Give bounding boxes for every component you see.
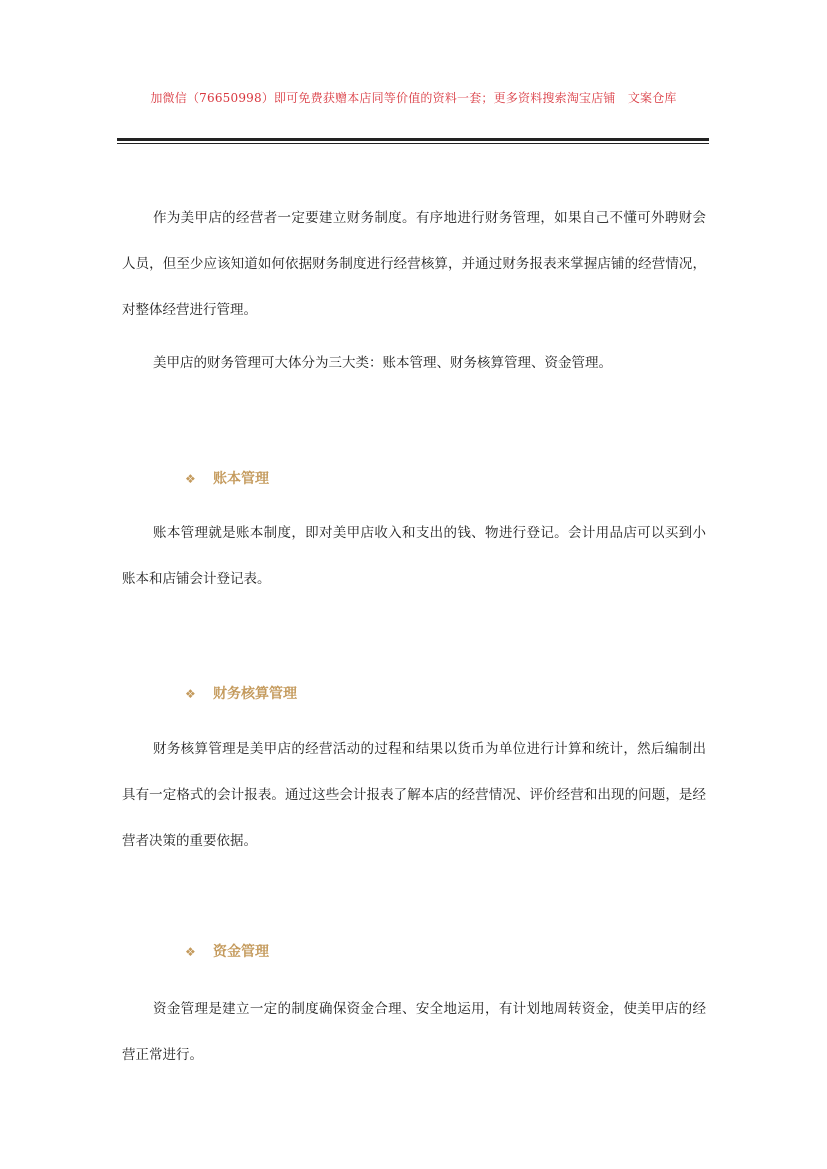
section-title: 资金管理	[213, 944, 269, 960]
intro-paragraph-1: 作为美甲店的经营者一定要建立财务制度。有序地进行财务管理，如果自己不懂可外聘财会人员，但至少应该知道如何依据财务制度进行经营核算，并通过财务报表来掌握店铺的经营情况，对整体经营进行管理。	[122, 210, 706, 318]
section-body-funds: 资金管理是建立一定的制度确保资金合理、安全地运用，有计划地周转资金，使美甲店的经营正常进行。	[122, 1001, 706, 1063]
section-heading-funds	[185, 941, 269, 961]
diamond-bullet-icon: ❖	[185, 945, 196, 959]
section-body-ledger: 账本管理就是账本制度，即对美甲店收入和支出的钱、物进行登记。会计用品店可以买到小账本和店铺会计登记表。	[122, 525, 706, 587]
header-promo-note: 加微信（76650998）即可免费获赠本店同等价值的资料一套；更多资料搜索淘宝店铺 文案仓库	[150, 91, 677, 105]
section-title: 财务核算管理	[213, 686, 297, 702]
section-heading-accounting	[185, 683, 297, 703]
header-divider-thin	[117, 143, 709, 144]
header-divider-thick	[117, 138, 709, 141]
section-body-accounting: 财务核算管理是美甲店的经营活动的过程和结果以货币为单位进行计算和统计，然后编制出具有一定格式的会计报表。通过这些会计报表了解本店的经营情况、评价经营和出现的问题，是经营者决策的重要依据。	[122, 741, 706, 849]
diamond-bullet-icon: ❖	[185, 687, 196, 701]
section-heading-ledger	[185, 468, 269, 488]
diamond-bullet-icon: ❖	[185, 472, 196, 486]
intro-paragraph-2: 美甲店的财务管理可大体分为三大类：账本管理、财务核算管理、资金管理。	[153, 355, 612, 371]
section-title: 账本管理	[213, 471, 269, 487]
